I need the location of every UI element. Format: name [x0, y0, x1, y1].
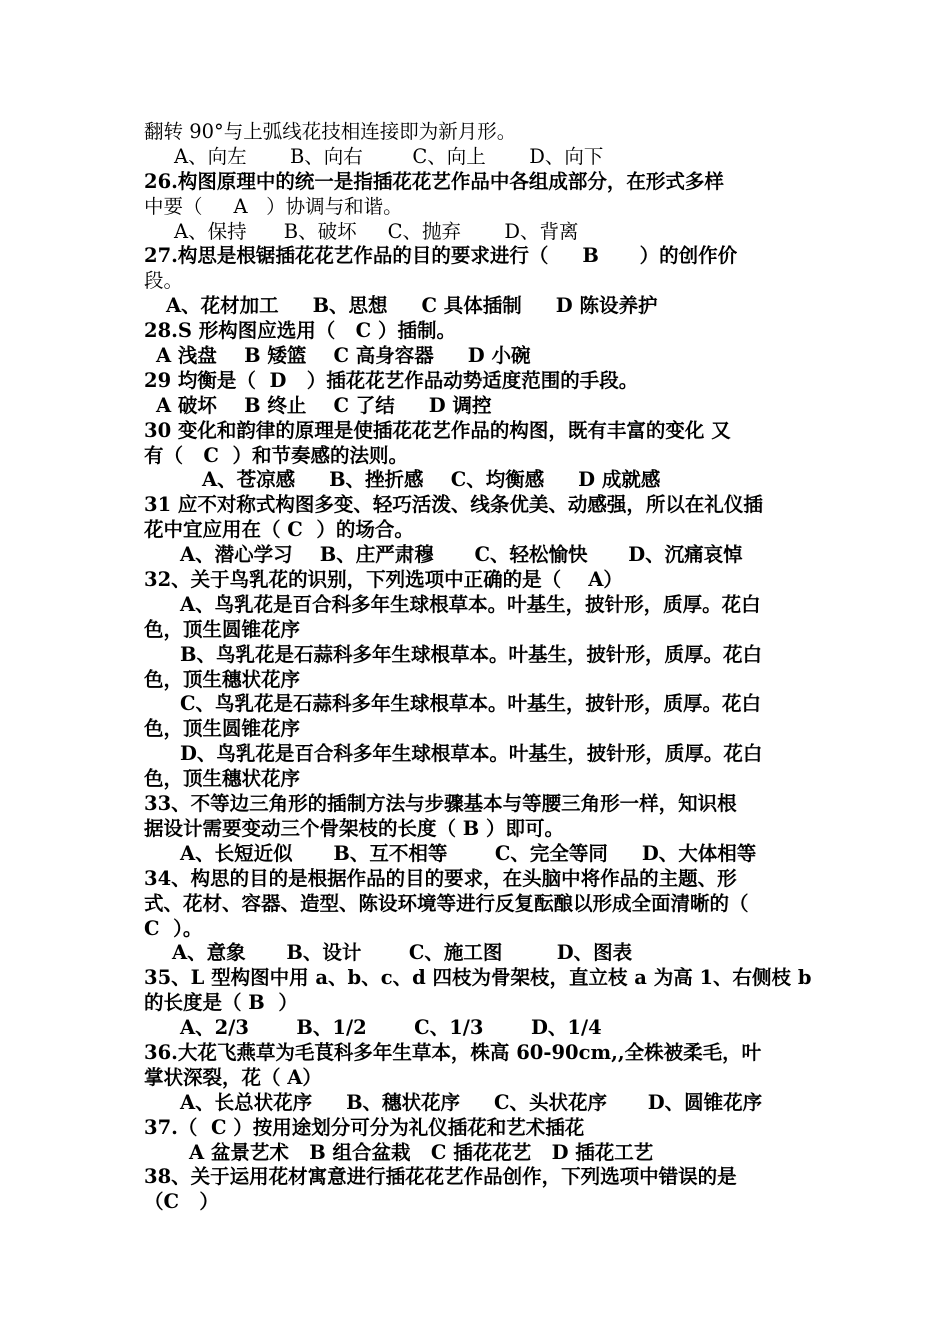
option-d: D、鸟乳花是百合科多年生球根草本。叶基生，披针形，质厚。花白 — [180, 742, 763, 766]
question-30: 30 变化和韵律的原理是使插花花艺作品的构图，既有丰富的变化 又 — [144, 418, 731, 442]
text-line: 色，顶生圆锥花序 — [144, 717, 301, 741]
document-page — [144, 120, 810, 1215]
question-29: 29 均衡是（ D ）插花花艺作品动势适度范围的手段。 — [144, 368, 639, 392]
answer-options: A、长短近似 B、互不相等 C、完全等同 D、大体相等 — [180, 841, 757, 865]
answer-options: A 浅盘 B 矮篮 C 高身容器 D 小碗 — [156, 344, 531, 368]
text-line: 色，顶生穗状花序 — [144, 767, 301, 791]
text-line: 中要（ A ）协调与和谐。 — [144, 194, 403, 218]
question-31: 31 应不对称式构图多变、轻巧活泼、线条优美、动感强，所以在礼仪插 — [144, 493, 763, 517]
answer-options: A、向左 B、向右 C、向上 D、向下 — [174, 144, 604, 168]
question-26: 26.构图原理中的统一是指插花花艺作品中各组成部分，在形式多样 — [144, 169, 724, 193]
answer-options: A、保持 B、破坏 C、抛弃 D、背离 — [174, 219, 579, 243]
text-line: 段。 — [144, 269, 184, 293]
text-line: 式、花材、容器、造型、陈设环境等进行反复酝酿以形成全面清晰的（ — [144, 891, 749, 915]
answer-options: A、苍凉感 B、挫折感 C、均衡感 D 成就感 — [202, 468, 661, 492]
text-line: 有（ C ）和节奏感的法则。 — [144, 443, 408, 467]
question-27: 27.构思是根锯插花花艺作品的目的要求进行（ B ）的创作价 — [144, 244, 738, 268]
question-35: 35、L 型构图中用 a、b、c、d 四枝为骨架枝，直立枝 a 为高 1、右侧枝 b — [144, 966, 812, 990]
answer-options: A、意象 B、设计 C、施工图 D、图表 — [172, 941, 633, 965]
question-33: 33、不等边三角形的插制方法与步骤基本与等腰三角形一样，知识根 — [144, 792, 737, 816]
text-line: C ）。 — [144, 916, 203, 940]
text-line: 据设计需要变动三个骨架枝的长度（ B ）即可。 — [144, 816, 565, 840]
answer-options: A、2/3 B、1/2 C、1/3 D、1/4 — [180, 1016, 602, 1040]
question-38: 38、关于运用花材寓意进行插花花艺作品创作，下列选项中错误的是 — [144, 1165, 737, 1189]
question-34: 34、构思的目的是根据作品的目的要求，在头脑中将作品的主题、形 — [144, 866, 737, 890]
answer-options: A 破坏 B 终止 C 了结 D 调控 — [156, 393, 492, 417]
answer-options: A、长总状花序 B、穗状花序 C、头状花序 D、圆锥花序 — [180, 1090, 763, 1114]
answer-options: A 盆景艺术 B 组合盆栽 C 插花花艺 D 插花工艺 — [189, 1140, 654, 1164]
text-line: 色，顶生圆锥花序 — [144, 617, 301, 641]
text-line: 花中宜应用在（ C ）的场合。 — [144, 518, 414, 542]
text-line: 的长度是（ B ） — [144, 991, 298, 1015]
text-line: 掌状深裂，花（ A） — [144, 1065, 322, 1089]
answer-options: A、花材加工 B、思想 C 具体插制 D 陈设养护 — [166, 294, 658, 318]
question-37: 37.（ C ）按用途划分可分为礼仪插花和艺术插花 — [144, 1115, 585, 1139]
option-a: A、鸟乳花是百合科多年生球根草本。叶基生，披针形，质厚。花白 — [180, 592, 761, 616]
text-line: （C ） — [144, 1190, 219, 1214]
question-36: 36.大花飞燕草为毛茛科多年生草本，株高 60-90cm,,全株被柔毛，叶 — [144, 1040, 762, 1064]
question-28: 28.S 形构图应选用（ C ）插制。 — [144, 319, 456, 343]
text-line: 色，顶生穗状花序 — [144, 667, 301, 691]
option-b: B、鸟乳花是石蒜科多年生球根草本。叶基生，披针形，质厚。花白 — [180, 642, 762, 666]
answer-options: A、潜心学习 B、庄严肃穆 C、轻松愉快 D、沉痛哀悼 — [180, 543, 743, 567]
option-c: C、鸟乳花是石蒜科多年生球根草本。叶基生，披针形，质厚。花白 — [180, 692, 762, 716]
question-32: 32、关于鸟乳花的识别，下列选项中正确的是（ A） — [144, 568, 623, 592]
text-line: 翻转 90°与上弧线花技相连接即为新月形。 — [144, 120, 517, 143]
